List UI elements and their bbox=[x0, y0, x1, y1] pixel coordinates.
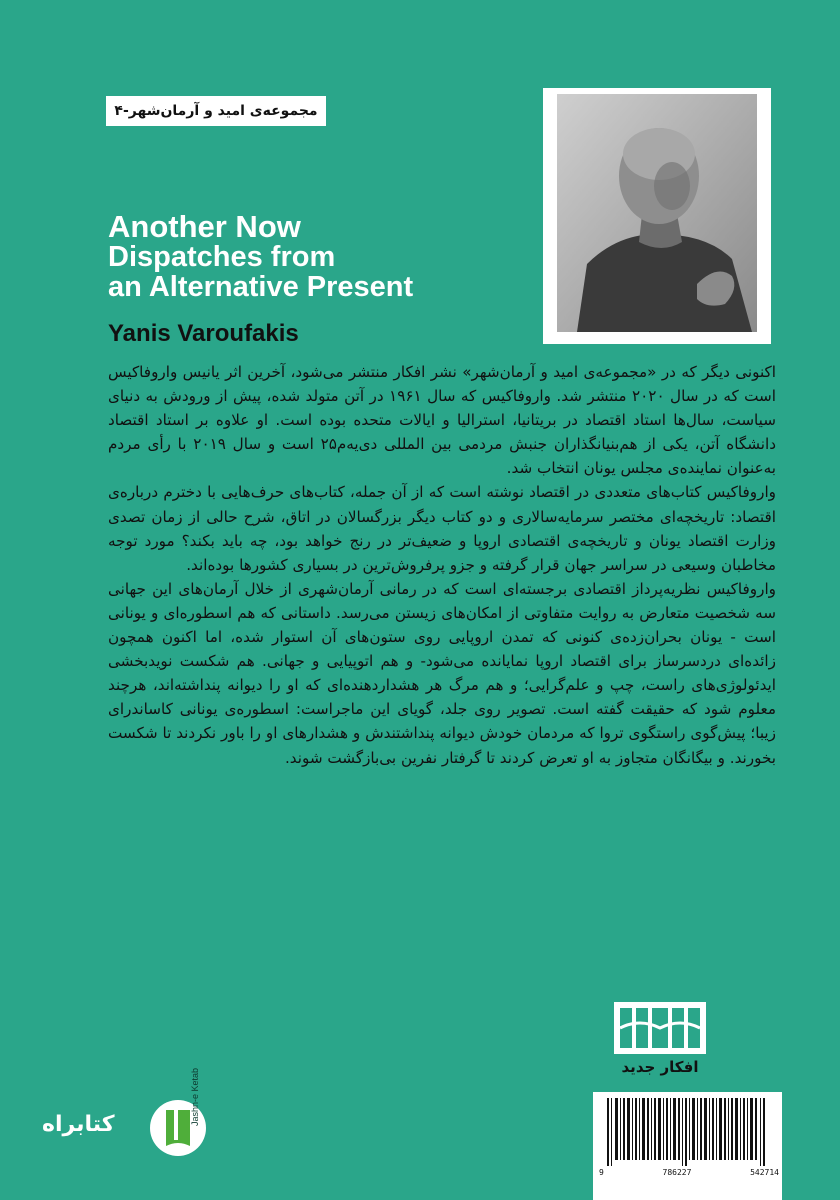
title-line-1: Another Now bbox=[108, 209, 301, 244]
title-line-2: Dispatches from bbox=[108, 241, 336, 273]
paragraph-1: اکنونی دیگر که در «مجموعه‌ی امید و آرمان‌شهر» نشر افکار منتشر می‌شود، آخرین اثر یانیس واروفاکیس است که در سال ۲۰۲۰ منتشر شد. واروفاکیس که سال ۱۹۶۱ در آتن متولد شده، پیش از ورودش به دنیای سیاست، سال‌ها استاد اقتصاد در بریتانیا، استرالیا و ایالات متحده بوده است. او علاوه بر استاد اقتصاد دانشگاه آتن، یکی از هم‌بنیانگذاران جنبش مردمی بین المللی دی‌یه‌م۲۵ است و سال ۲۰۱۹ با رأی مردم به‌عنوان نماینده‌ی مجلس یونان انتخاب شد. bbox=[108, 363, 777, 478]
title-line-3: an Alternative Present bbox=[108, 271, 414, 303]
author-photo bbox=[557, 94, 757, 332]
store-subtitle: Jashn-e Ketab bbox=[190, 1067, 200, 1126]
author-photo-frame bbox=[543, 88, 771, 344]
description-text bbox=[108, 360, 776, 770]
isbn-group-2: 542714 bbox=[750, 1168, 779, 1177]
barcode bbox=[593, 1092, 782, 1200]
english-title bbox=[108, 209, 414, 303]
series-label: مجموعه‌ی امید و آرمان‌شهر-۴ bbox=[106, 96, 326, 126]
paragraph-3: واروفاکیس نظریه‌پرداز اقتصادی برجسته‌ای است که در رمانی آرمان‌شهری از خلال آرمان‌های این جهانی سه شخصیت متعارض به روایت متفاوتی از امکان‌های زیستن می‌رسد. داستانی که هم اسطوره‌ای و یونانی است - یونان بحران‌زده‌ی کنونی که تمدن اروپایی روی ستون‌های آن استوار شده، اما اکنون همچون زائده‌ای دردسرساز برای اقتصاد اروپا نمایانده می‌شود- و هم اتوپیایی و جهانی. هم شکست نویدبخشی ایدئولوژی‌های راست، چپ و علم‌گرایی؛ و هم مرگ هر هشداردهنده‌ای که او را دیوانه پنداشته‌اند، هرچند معلوم شود که حقیقت گفته است. تصویر روی جلد، گویای این ماجراست: اسطوره‌ی یونانی کاساندرای زیبا؛ پیش‌گوی راستگوی تروا که مردمان خودش دیوانه پنداشتندش و هشدارهای او را باور نکردند تا شکست بخورند. و بیگانگان متجاوز به او تعرض کردند تا گرفتار نفرین بی‌بازگشت شوند. bbox=[108, 579, 776, 767]
isbn-group-1: 786227 bbox=[662, 1168, 692, 1177]
publisher-book-icon bbox=[612, 1000, 708, 1056]
store-name: کتابراه bbox=[42, 1112, 115, 1137]
isbn-prefix: 9 bbox=[599, 1168, 604, 1177]
author-name: Yanis Varoufakis bbox=[108, 320, 299, 347]
paragraph-2: واروفاکیس کتاب‌های متعددی در اقتصاد نوشته است که از آن جمله، کتاب‌های حرف‌هایی با دخترم درباره‌ی اقتصاد: تاریخچه‌ای مختصر سرمایه‌سالاری و دو کتاب دیگر بزرگسالان در اتاق، شرح حالی از زمان تصدی وزارت اقتصاد یونان و تاریخچه‌ی اقتصادی اروپا و ضعیف‌تر در رنج خواهد بود، چه باید بکند؟ مورد توجه مخاطبان وسیعی در سراسر جهان قرار گرفته و جزو پرفروش‌ترین در بسیاری کشورها بوده‌اند. bbox=[108, 483, 776, 574]
barcode-bars bbox=[605, 1098, 770, 1166]
isbn-digits bbox=[599, 1168, 779, 1177]
publisher-name: افکار جدید bbox=[621, 1058, 699, 1076]
